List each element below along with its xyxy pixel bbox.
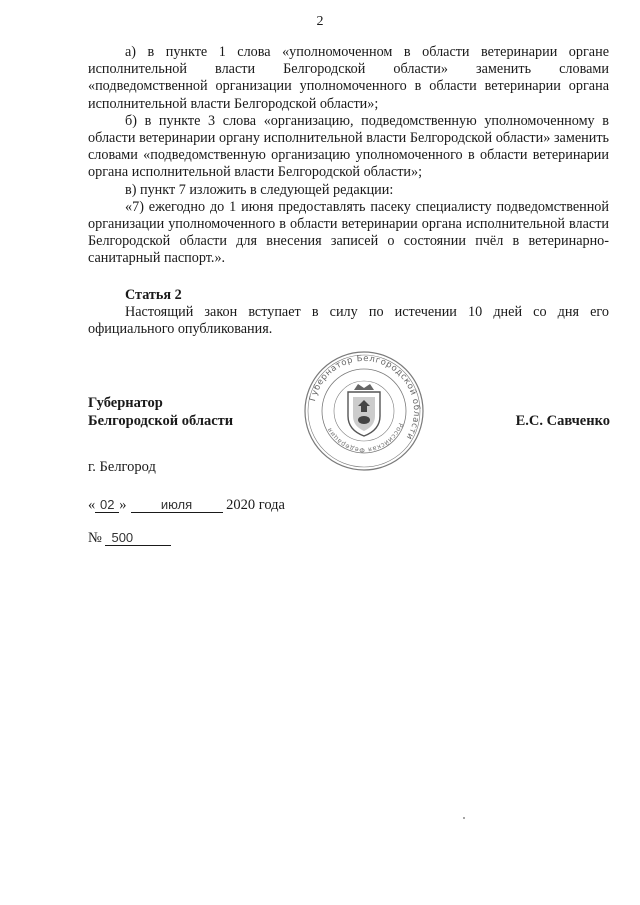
seal-outer-text: Губернатор Белгородской области [308, 353, 422, 442]
date-close-quote: » [119, 497, 127, 513]
scan-speck [463, 817, 465, 819]
article-heading: Статья 2 [125, 286, 182, 303]
amendment-a: а) в пункте 1 слова «уполномоченном в области ветеринарии органе исполнительной власти Белгородской области» заменить словами «подведомственной организации уполномоченного в области ветеринарии органа исполнительной власти Белгородской области»; [88, 44, 609, 112]
date-open-quote: « [88, 497, 96, 513]
signature-title-line2: Белгородской области [88, 413, 234, 429]
signatory-name: Е.С. Савченко [515, 413, 610, 429]
number-value: 500 [105, 531, 171, 546]
place-of-signing: г. Белгород [88, 459, 156, 475]
signature-title [88, 394, 233, 430]
article-text: Настоящий закон вступает в силу по истечении 10 дней со дня его официального опубликования. [88, 303, 609, 338]
signature-title-line1: Губернатор [88, 395, 163, 411]
official-seal [300, 350, 428, 472]
law-body [88, 44, 609, 338]
amendment-c: в) пункт 7 изложить в следующей редакции: [125, 181, 394, 198]
page-number: 2 [316, 14, 324, 29]
seal-inner-text: Российская Федерация [325, 421, 405, 455]
law-number [88, 530, 171, 547]
date-year: 2020 года [226, 497, 285, 513]
date-day: 02 [95, 498, 119, 513]
date-month: июля [131, 498, 223, 513]
coat-of-arms-icon [348, 384, 380, 436]
amendment-c-text: «7) ежегодно до 1 июня предоставлять пасеку специалисту подведомственной организации уполномоченного в области ветеринарии органа исполнительной власти Белгородской области для внесения записей о состоянии пчёл в ветеринарно-санитарный паспорт.». [88, 198, 609, 267]
number-sign: № [88, 530, 102, 546]
amendment-b: б) в пункте 3 слова «организацию, подведомственную уполномоченному в области ветеринарии органу исполнительной власти Белгородской области» заменить словами «подведомственную организацию уполномоченного в области ветеринарии органа исполнительной власти Белгородской области»; [88, 112, 609, 181]
signing-date [88, 497, 285, 514]
